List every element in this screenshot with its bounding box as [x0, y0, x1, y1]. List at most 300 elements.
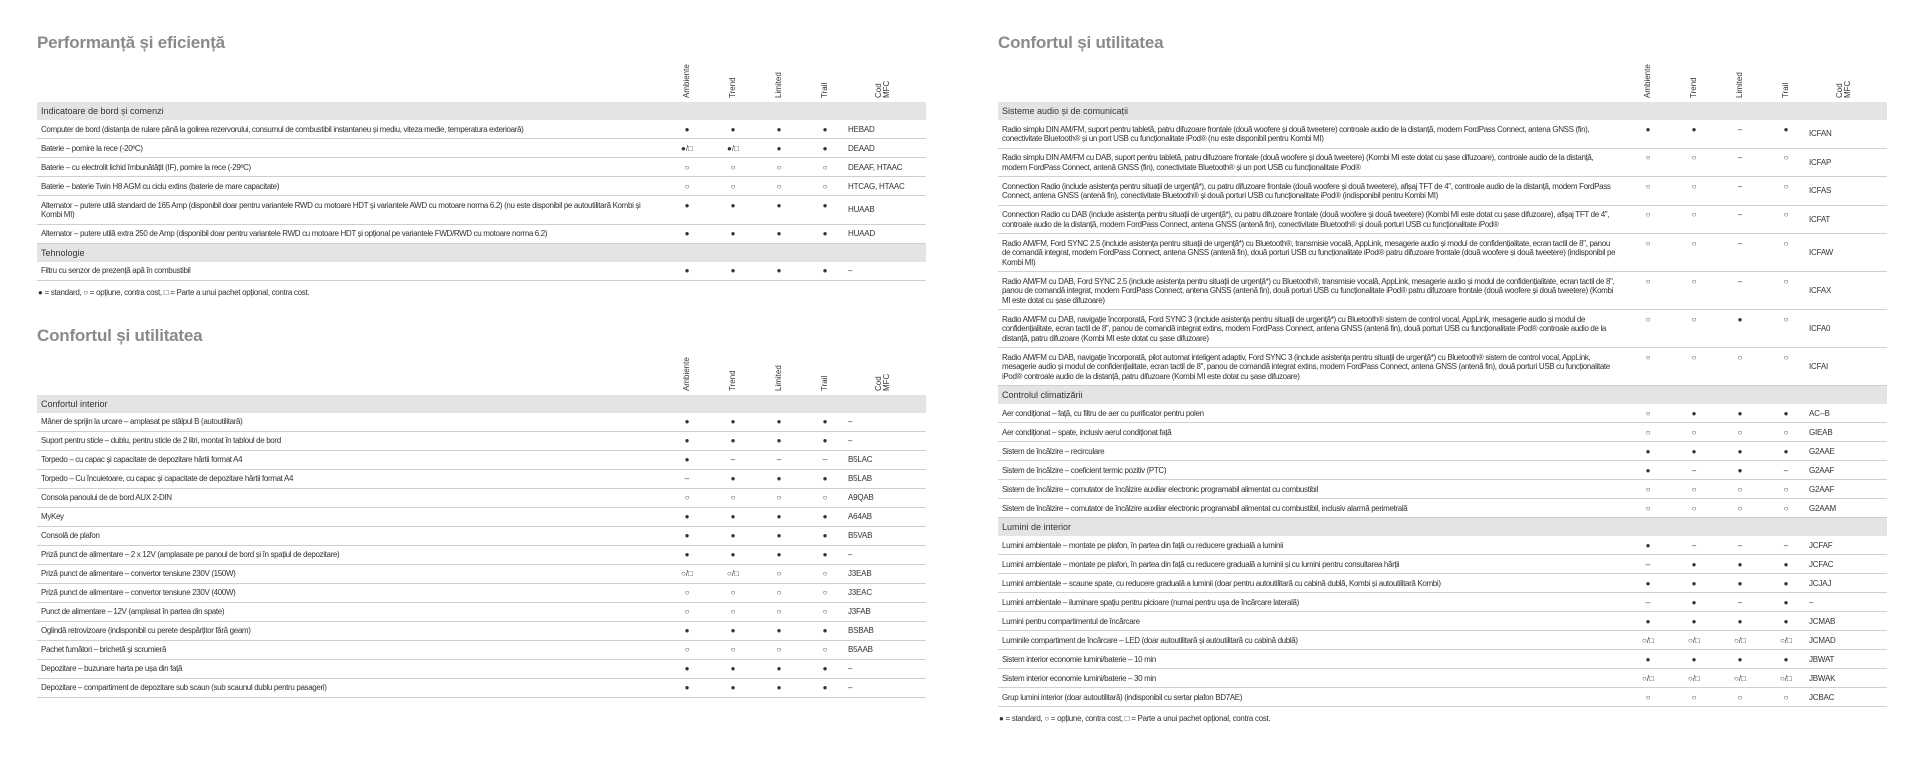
availability-mark: ●	[1763, 650, 1809, 669]
availability-mark: ●	[664, 622, 710, 641]
mfc-code: GIEAB	[1809, 423, 1887, 442]
availability-mark: ○/□	[1671, 631, 1717, 650]
column-header	[848, 345, 926, 395]
feature-label: Consola panoului de de bord AUX 2-DIN	[37, 489, 664, 508]
availability-mark: ●	[756, 546, 802, 565]
availability-mark: –	[1717, 536, 1763, 555]
mfc-code: ICFAS	[1809, 177, 1887, 206]
availability-mark: ●	[802, 432, 848, 451]
feature-label: Baterie – cu electrolit lichid îmbunătățit (IF), pornire la rece (-29ºC)	[37, 158, 664, 177]
availability-mark: ●	[802, 527, 848, 546]
availability-mark: ●	[802, 225, 848, 244]
availability-mark: –	[802, 451, 848, 470]
availability-mark: ○	[756, 584, 802, 603]
availability-mark: –	[1671, 536, 1717, 555]
availability-mark: ○	[1763, 234, 1809, 272]
availability-mark: ●	[1625, 574, 1671, 593]
availability-mark: ○	[1625, 499, 1671, 518]
availability-mark: ○	[1671, 688, 1717, 707]
spec-grid	[37, 395, 926, 698]
mfc-code: JBWAT	[1809, 650, 1887, 669]
column-header	[756, 345, 802, 395]
mfc-code: JCMAB	[1809, 612, 1887, 631]
category-header: Confortul interior	[37, 395, 926, 413]
feature-label: Baterie – baterie Twin H8 AGM cu ciclu extins (baterie de mare capacitate)	[37, 177, 664, 196]
column-header	[756, 52, 802, 102]
spec-grid	[998, 102, 1887, 707]
right-column	[998, 33, 1887, 724]
availability-mark: ●	[1625, 612, 1671, 631]
availability-mark: ●	[756, 660, 802, 679]
feature-label: Grup lumini interior (doar autoutilitară) (indisponibil cu sertar plafon BD7AE)	[998, 688, 1625, 707]
mfc-code: ICFAI	[1809, 348, 1887, 386]
availability-mark: –	[1717, 120, 1763, 149]
availability-mark: ○	[1671, 348, 1717, 386]
availability-mark: ○	[1625, 310, 1671, 348]
availability-mark: ●	[756, 432, 802, 451]
column-headers	[37, 52, 926, 102]
availability-mark: ○	[1625, 272, 1671, 310]
left-column	[37, 33, 926, 698]
mfc-code: –	[848, 262, 926, 281]
availability-mark: ○	[1671, 149, 1717, 178]
feature-label: Connection Radio cu DAB (include asistența pentru situații de urgență*), cu patru difuzoare frontale (două woofere și două tweetere) (Kombi MI este dotat cu șase difuzoare), afișaj TFT de 4", controale audio de la distanță, modem FordPass Connect, antena GNSS (antenă fin), conectivitate Bluetooth® și două porturi USB cu funcționalitate iPod®	[998, 206, 1625, 235]
availability-mark: ●	[1625, 536, 1671, 555]
column-header	[848, 52, 926, 102]
availability-mark: ○	[1717, 688, 1763, 707]
availability-mark: ○	[802, 489, 848, 508]
availability-mark: ●	[1763, 574, 1809, 593]
availability-mark: ●	[1671, 593, 1717, 612]
availability-mark: ●	[756, 139, 802, 158]
feature-label: Priză punct de alimentare – 2 x 12V (amplasate pe panoul de bord și în spațiul de depozitare)	[37, 546, 664, 565]
feature-label: Torpedo – cu capac și capacitate de depozitare hârtii format A4	[37, 451, 664, 470]
section-title-comfort-right: Confortul și utilitatea	[998, 33, 1164, 52]
availability-mark: ●	[802, 262, 848, 281]
availability-mark: ●	[710, 622, 756, 641]
availability-mark: ●	[756, 225, 802, 244]
mfc-code: A64AB	[848, 508, 926, 527]
availability-mark: ○	[1763, 177, 1809, 206]
feature-label: Sistem de încălzire – comutator de încălzire auxiliar electronic programabil alimentat cu combustibil, inclusiv alarmă perimetrală	[998, 499, 1625, 518]
availability-mark: ○	[1717, 499, 1763, 518]
column-header-label: Ambiente	[682, 64, 691, 98]
mfc-code: JCJAJ	[1809, 574, 1887, 593]
mfc-code: DEAAD	[848, 139, 926, 158]
availability-mark: ○	[1671, 480, 1717, 499]
availability-mark: ●	[710, 470, 756, 489]
feature-label: Lumini ambientale – montate pe plafon, în partea din față cu reducere graduală a luminii și cu lumini pentru consultarea hărții	[998, 555, 1625, 574]
column-header-label: Trail	[820, 375, 829, 391]
availability-mark: ●	[756, 527, 802, 546]
mfc-code: G2AAF	[1809, 461, 1887, 480]
availability-mark: ●	[1763, 404, 1809, 423]
column-header	[1671, 52, 1717, 102]
availability-mark: ○	[1717, 348, 1763, 386]
availability-mark: ○	[756, 489, 802, 508]
availability-mark: ●	[802, 470, 848, 489]
feature-label: Computer de bord (distanța de rulare până la golirea rezervorului, consumul de combustibil instantaneu și mediu, viteza medie, temperatura exterioară)	[37, 120, 664, 139]
availability-mark: ●	[710, 262, 756, 281]
mfc-code: B5LAB	[848, 470, 926, 489]
availability-mark: ●	[664, 225, 710, 244]
availability-mark: ○/□	[1625, 669, 1671, 688]
mfc-code: J3EAC	[848, 584, 926, 603]
mfc-code: ICFAW	[1809, 234, 1887, 272]
availability-mark: ○	[1625, 177, 1671, 206]
availability-mark: ○	[802, 584, 848, 603]
availability-mark: ○	[1763, 423, 1809, 442]
availability-mark: ●	[1625, 461, 1671, 480]
availability-mark: ○	[1671, 272, 1717, 310]
availability-mark: ●	[802, 546, 848, 565]
availability-mark: ●	[802, 196, 848, 225]
availability-mark: ○	[1625, 480, 1671, 499]
availability-mark: ●	[802, 413, 848, 432]
availability-mark: ○	[756, 641, 802, 660]
availability-mark: ○/□	[1671, 669, 1717, 688]
feature-label: Depozitare – buzunare harta pe ușa din față	[37, 660, 664, 679]
availability-mark: ●	[710, 527, 756, 546]
mfc-code: J3FAB	[848, 603, 926, 622]
column-header-label: Limited	[1735, 72, 1744, 98]
section-title-comfort-left: Confortul și utilitatea	[37, 325, 203, 345]
feature-label: Radio AM/FM cu DAB, Ford SYNC 2.5 (include asistența pentru situații de urgență*) cu Bluetooth®, transmisie vocală, AppLink, mesagerie audio și modul de confidențialitate, ecran tactil de 8", panou de comandă integrat, modem FordPass Connect, antena GNSS (antenă fin), două porturi USB cu funcționalitate iPod® patru difuzoare frontale (două woofere și două tweetere) (Kombi MI este dotat cu șase difuzoare)	[998, 272, 1625, 310]
feature-label: Connection Radio (include asistența pentru situații de urgență*), cu patru difuzoare frontale (două woofere și două tweetere), afișaj TFT de 4", controale audio de la distanță, modem FordPass Connect, antena GNSS (antenă fin), conectivitate Bluetooth® și două porturi USB cu funcționalitate iPod® (indisponibil pentru Kombi MI)	[998, 177, 1625, 206]
mfc-code: JCFAC	[1809, 555, 1887, 574]
availability-mark: –	[1763, 536, 1809, 555]
mfc-code: ICFA0	[1809, 310, 1887, 348]
availability-mark: ○/□	[664, 565, 710, 584]
mfc-code: JCFAF	[1809, 536, 1887, 555]
availability-mark: ●	[1717, 612, 1763, 631]
feature-label: Sistem interior economie lumini/baterie – 10 min	[998, 650, 1625, 669]
availability-mark: ○	[664, 158, 710, 177]
column-header-label: Trend	[728, 369, 737, 391]
feature-label: Depozitare – compartiment de depozitare sub scaun (sub scaunul dublu pentru pasageri)	[37, 679, 664, 698]
availability-mark: ●	[1671, 612, 1717, 631]
feature-label: Radio AM/FM cu DAB, navigație încorporată, Ford SYNC 3 (include asistența pentru situații de urgență*) cu Bluetooth® sistem de control vocal, AppLink, mesagerie audio și modul de confidențialitate, ecran tactil de 8", panou de comandă integrat extins, modem FordPass Connect, antena GNSS (antenă fin), două porturi USB cu funcționalitate iPod® controale audio de la distanță, patru difuzoare (Kombi MI este dotat cu șase difuzoare)	[998, 310, 1625, 348]
column-header	[1763, 52, 1809, 102]
mfc-code: ICFAX	[1809, 272, 1887, 310]
feature-label: Alternator – putere utilă standard de 165 Amp (disponibil doar pentru variantele RWD cu motoare HDT și variantele AWD cu motoare norma 6.2) (nu este disponibil pe autoutilitară Kombi și Kombi MI)	[37, 196, 664, 225]
column-header	[664, 345, 710, 395]
mfc-code: G2AAE	[1809, 442, 1887, 461]
category-header: Tehnologie	[37, 244, 926, 262]
feature-label: Pachet fumători – brichetă și scrumieră	[37, 641, 664, 660]
availability-mark: ●	[710, 432, 756, 451]
availability-mark: ○	[1763, 499, 1809, 518]
availability-mark: ●	[802, 120, 848, 139]
availability-mark: ●	[1625, 650, 1671, 669]
performance-table	[37, 52, 926, 281]
availability-mark: ●	[664, 546, 710, 565]
column-header	[1717, 52, 1763, 102]
mfc-code: B5AAB	[848, 641, 926, 660]
legend-right: ● = standard, ○ = opțiune, contra cost, □ = Parte a unui pachet opțional, contra cost.	[999, 714, 1271, 723]
mfc-code: –	[848, 546, 926, 565]
feature-label: Baterie – pornire la rece (-20ºC)	[37, 139, 664, 158]
availability-mark: ●	[756, 622, 802, 641]
feature-label: Lumini ambientale – montate pe plafon, în partea din față cu reducere graduală a luminii	[998, 536, 1625, 555]
availability-mark: ●	[710, 196, 756, 225]
availability-mark: ○	[1671, 206, 1717, 235]
availability-mark: ○	[1763, 688, 1809, 707]
availability-mark: ○	[802, 565, 848, 584]
availability-mark: ●	[710, 120, 756, 139]
feature-label: Sistem de încălzire – coeficient termic pozitiv (PTC)	[998, 461, 1625, 480]
availability-mark: ○	[1625, 206, 1671, 235]
availability-mark: ●	[756, 470, 802, 489]
mfc-code: JCMAD	[1809, 631, 1887, 650]
availability-mark: ●	[1717, 461, 1763, 480]
availability-mark: ○	[1763, 480, 1809, 499]
availability-mark: ○	[710, 603, 756, 622]
mfc-code: A9QAB	[848, 489, 926, 508]
availability-mark: –	[1717, 149, 1763, 178]
availability-mark: ●	[664, 660, 710, 679]
availability-mark: ●/□	[710, 139, 756, 158]
mfc-code: –	[848, 660, 926, 679]
mfc-code: AC--B	[1809, 404, 1887, 423]
availability-mark: ○	[1717, 423, 1763, 442]
column-header	[802, 52, 848, 102]
availability-mark: ●	[710, 679, 756, 698]
column-headers	[37, 345, 926, 395]
availability-mark: ○	[1625, 688, 1671, 707]
mfc-code: JBWAK	[1809, 669, 1887, 688]
availability-mark: ●	[756, 120, 802, 139]
mfc-code: HUAAD	[848, 225, 926, 244]
availability-mark: ●	[664, 508, 710, 527]
availability-mark: ○	[1763, 310, 1809, 348]
availability-mark: ○	[710, 584, 756, 603]
mfc-code: –	[848, 432, 926, 451]
availability-mark: ●	[1717, 310, 1763, 348]
availability-mark: ○	[664, 603, 710, 622]
availability-mark: ●	[664, 196, 710, 225]
availability-mark: ○	[1763, 348, 1809, 386]
column-header-label: Limited	[774, 72, 783, 98]
availability-mark: ○	[710, 489, 756, 508]
availability-mark: ●	[664, 432, 710, 451]
availability-mark: ●	[756, 508, 802, 527]
category-header: Lumini de interior	[998, 518, 1887, 536]
availability-mark: ●	[664, 451, 710, 470]
availability-mark: ●	[710, 546, 756, 565]
availability-mark: ○	[1671, 499, 1717, 518]
feature-label: Torpedo – Cu încuietoare, cu capac și capacitate de depozitare hârtii format A4	[37, 470, 664, 489]
availability-mark: ○	[1717, 480, 1763, 499]
feature-label: Sistem interior economie lumini/baterie – 30 min	[998, 669, 1625, 688]
availability-mark: ●	[710, 413, 756, 432]
availability-mark: ●	[1763, 612, 1809, 631]
availability-mark: ●	[802, 622, 848, 641]
availability-mark: ●	[1717, 650, 1763, 669]
availability-mark: ●	[802, 660, 848, 679]
availability-mark: ○/□	[710, 565, 756, 584]
mfc-code: HEBAD	[848, 120, 926, 139]
availability-mark: ●	[1671, 555, 1717, 574]
column-header-spacer	[37, 345, 664, 395]
availability-mark: ○	[1625, 423, 1671, 442]
availability-mark: ○	[802, 603, 848, 622]
availability-mark: ●	[1671, 574, 1717, 593]
availability-mark: ●/□	[664, 139, 710, 158]
mfc-code: JCBAC	[1809, 688, 1887, 707]
feature-label: Oglindă retrovizoare (indisponibil cu perete despărțitor fără geam)	[37, 622, 664, 641]
availability-mark: ○	[1625, 348, 1671, 386]
availability-mark: ○	[710, 158, 756, 177]
column-header-label: Trend	[1689, 77, 1698, 98]
availability-mark: ○	[710, 641, 756, 660]
availability-mark: ●	[664, 120, 710, 139]
availability-mark: ●	[1671, 442, 1717, 461]
availability-mark: ○	[664, 177, 710, 196]
mfc-code: ICFAN	[1809, 120, 1887, 149]
section-title-performance: Performanță și eficiență	[37, 33, 225, 52]
mfc-code: B5VAB	[848, 527, 926, 546]
availability-mark: –	[1625, 555, 1671, 574]
mfc-code: G2AAF	[1809, 480, 1887, 499]
column-header-label: Cod MFC	[1835, 80, 1852, 98]
availability-mark: –	[1717, 177, 1763, 206]
mfc-code: –	[1809, 593, 1887, 612]
column-header-label: Cod MFC	[874, 80, 891, 98]
availability-mark: ○	[1625, 234, 1671, 272]
availability-mark: –	[664, 470, 710, 489]
availability-mark: ●	[1625, 120, 1671, 149]
mfc-code: –	[848, 679, 926, 698]
mfc-code: G2AAM	[1809, 499, 1887, 518]
mfc-code: J3EAB	[848, 565, 926, 584]
availability-mark: ○	[802, 641, 848, 660]
column-header-label: Trail	[1781, 82, 1790, 98]
column-header-spacer	[998, 52, 1625, 102]
spec-grid	[37, 102, 926, 281]
availability-mark: ○	[756, 603, 802, 622]
availability-mark: ●	[664, 413, 710, 432]
feature-label: Aer condiționat – față, cu filtru de aer cu purificator pentru polen	[998, 404, 1625, 423]
availability-mark: ○	[1625, 404, 1671, 423]
availability-mark: ●	[664, 262, 710, 281]
feature-label: Lumini ambientale – scaune spate, cu reducere graduală a luminii (doar pentru autoutilitară cu cabină dublă, Kombi și autoutilitară Kombi)	[998, 574, 1625, 593]
column-header-label: Trend	[728, 77, 737, 98]
availability-mark: ●	[710, 660, 756, 679]
availability-mark: ○	[802, 177, 848, 196]
section-spacer	[37, 298, 926, 326]
availability-mark: –	[1671, 461, 1717, 480]
feature-label: Filtru cu senzor de prezență apă în combustibil	[37, 262, 664, 281]
feature-label: Sistem de încălzire – comutator de încălzire auxiliar electronic programabil alimentat cu combustibil	[998, 480, 1625, 499]
availability-mark: ●	[756, 262, 802, 281]
mfc-code: –	[848, 413, 926, 432]
availability-mark: ●	[664, 679, 710, 698]
feature-label: Alternator – putere utilă extra 250 de Amp (disponibil doar pentru variantele RWD cu motoare HDT și opțional pe variantele FWD/RWD cu motoare norma 6.2)	[37, 225, 664, 244]
availability-mark: ●	[1763, 442, 1809, 461]
feature-label: Radio simplu DIN AM/FM cu DAB, suport pentru tabletă, patru difuzoare frontale (două woofere și două tweetere) (Kombi MI este dotat cu șase difuzoare), controale audio de la distanță, modem FordPass Connect, antenă GNSS (fin), conectivitate Bluetooth® și un port USB cu funcționalitate iPod®	[998, 149, 1625, 178]
availability-mark: ●	[1717, 574, 1763, 593]
feature-label: Priză punct de alimentare – convertor tensiune 230V (400W)	[37, 584, 664, 603]
column-header	[710, 52, 756, 102]
feature-label: Mâner de sprijin la urcare – amplasat pe stâlpul B (autoutilitară)	[37, 413, 664, 432]
availability-mark: ○	[1671, 423, 1717, 442]
column-headers	[998, 52, 1887, 102]
column-header-spacer	[37, 52, 664, 102]
availability-mark: ●	[1717, 404, 1763, 423]
availability-mark: ○/□	[1717, 669, 1763, 688]
column-header	[802, 345, 848, 395]
category-header: Indicatoare de bord și comenzi	[37, 102, 926, 120]
availability-mark: ●	[1671, 650, 1717, 669]
availability-mark: ○	[1763, 206, 1809, 235]
legend-left: ● = standard, ○ = opțiune, contra cost, □ = Parte a unui pachet opțional, contra cost.	[38, 287, 310, 297]
availability-mark: ○	[664, 641, 710, 660]
availability-mark: –	[1717, 272, 1763, 310]
availability-mark: ○	[802, 158, 848, 177]
availability-mark: ○/□	[1763, 631, 1809, 650]
column-header	[1625, 52, 1671, 102]
availability-mark: ○/□	[1717, 631, 1763, 650]
availability-mark: ●	[756, 196, 802, 225]
availability-mark: ●	[1671, 120, 1717, 149]
availability-mark: ●	[802, 139, 848, 158]
mfc-code: B5LAC	[848, 451, 926, 470]
availability-mark: ●	[1717, 442, 1763, 461]
availability-mark: ●	[756, 679, 802, 698]
availability-mark: ○	[710, 177, 756, 196]
availability-mark: ●	[664, 527, 710, 546]
availability-mark: ○	[1763, 149, 1809, 178]
availability-mark: ○	[1671, 234, 1717, 272]
availability-mark: –	[1717, 206, 1763, 235]
availability-mark: –	[1625, 593, 1671, 612]
audio-climate-lights-table	[998, 52, 1887, 707]
column-header	[664, 52, 710, 102]
availability-mark: ●	[1763, 120, 1809, 149]
availability-mark: ○	[1763, 272, 1809, 310]
availability-mark: ●	[1625, 442, 1671, 461]
availability-mark: ○	[756, 158, 802, 177]
availability-mark: ○	[1671, 177, 1717, 206]
availability-mark: ●	[1671, 404, 1717, 423]
availability-mark: –	[1717, 234, 1763, 272]
column-header-label: Cod MFC	[874, 373, 891, 391]
category-header: Sisteme audio și de comunicații	[998, 102, 1887, 120]
feature-label: Aer condiționat – spate, inclusiv aerul condiționat față	[998, 423, 1625, 442]
availability-mark: ●	[802, 679, 848, 698]
category-header: Controlul climatizării	[998, 386, 1887, 404]
feature-label: Radio AM/FM, Ford SYNC 2.5 (include asistența pentru situații de urgență*) cu Bluetooth®, transmisie vocală, AppLink, mesagerie audio și modul de confidențialitate, ecran tactil de 8", panou de comandă integrat, modem FordPass Connect, antena GNSS (antenă fin), două porturi USB cu funcționalitate iPod® patru difuzoare frontale (două woofere și două tweetere) (indisponibil pe Kombi MI)	[998, 234, 1625, 272]
availability-mark: ●	[802, 508, 848, 527]
feature-label: MyKey	[37, 508, 664, 527]
mfc-code: ICFAT	[1809, 206, 1887, 235]
availability-mark: –	[1763, 461, 1809, 480]
availability-mark: –	[710, 451, 756, 470]
availability-mark: ●	[710, 508, 756, 527]
column-header-label: Ambiente	[682, 356, 691, 391]
feature-label: Sistem de încălzire – recirculare	[998, 442, 1625, 461]
feature-label: Suport pentru sticle – dublu, pentru sticle de 2 litri, montat în tabloul de bord	[37, 432, 664, 451]
column-header	[710, 345, 756, 395]
feature-label: Punct de alimentare – 12V (amplasat în partea din spate)	[37, 603, 664, 622]
mfc-code: HUAAB	[848, 196, 926, 225]
availability-mark: ○	[664, 489, 710, 508]
mfc-code: BSBAB	[848, 622, 926, 641]
column-header-label: Limited	[774, 364, 783, 391]
availability-mark: ○/□	[1625, 631, 1671, 650]
availability-mark: ○	[756, 565, 802, 584]
